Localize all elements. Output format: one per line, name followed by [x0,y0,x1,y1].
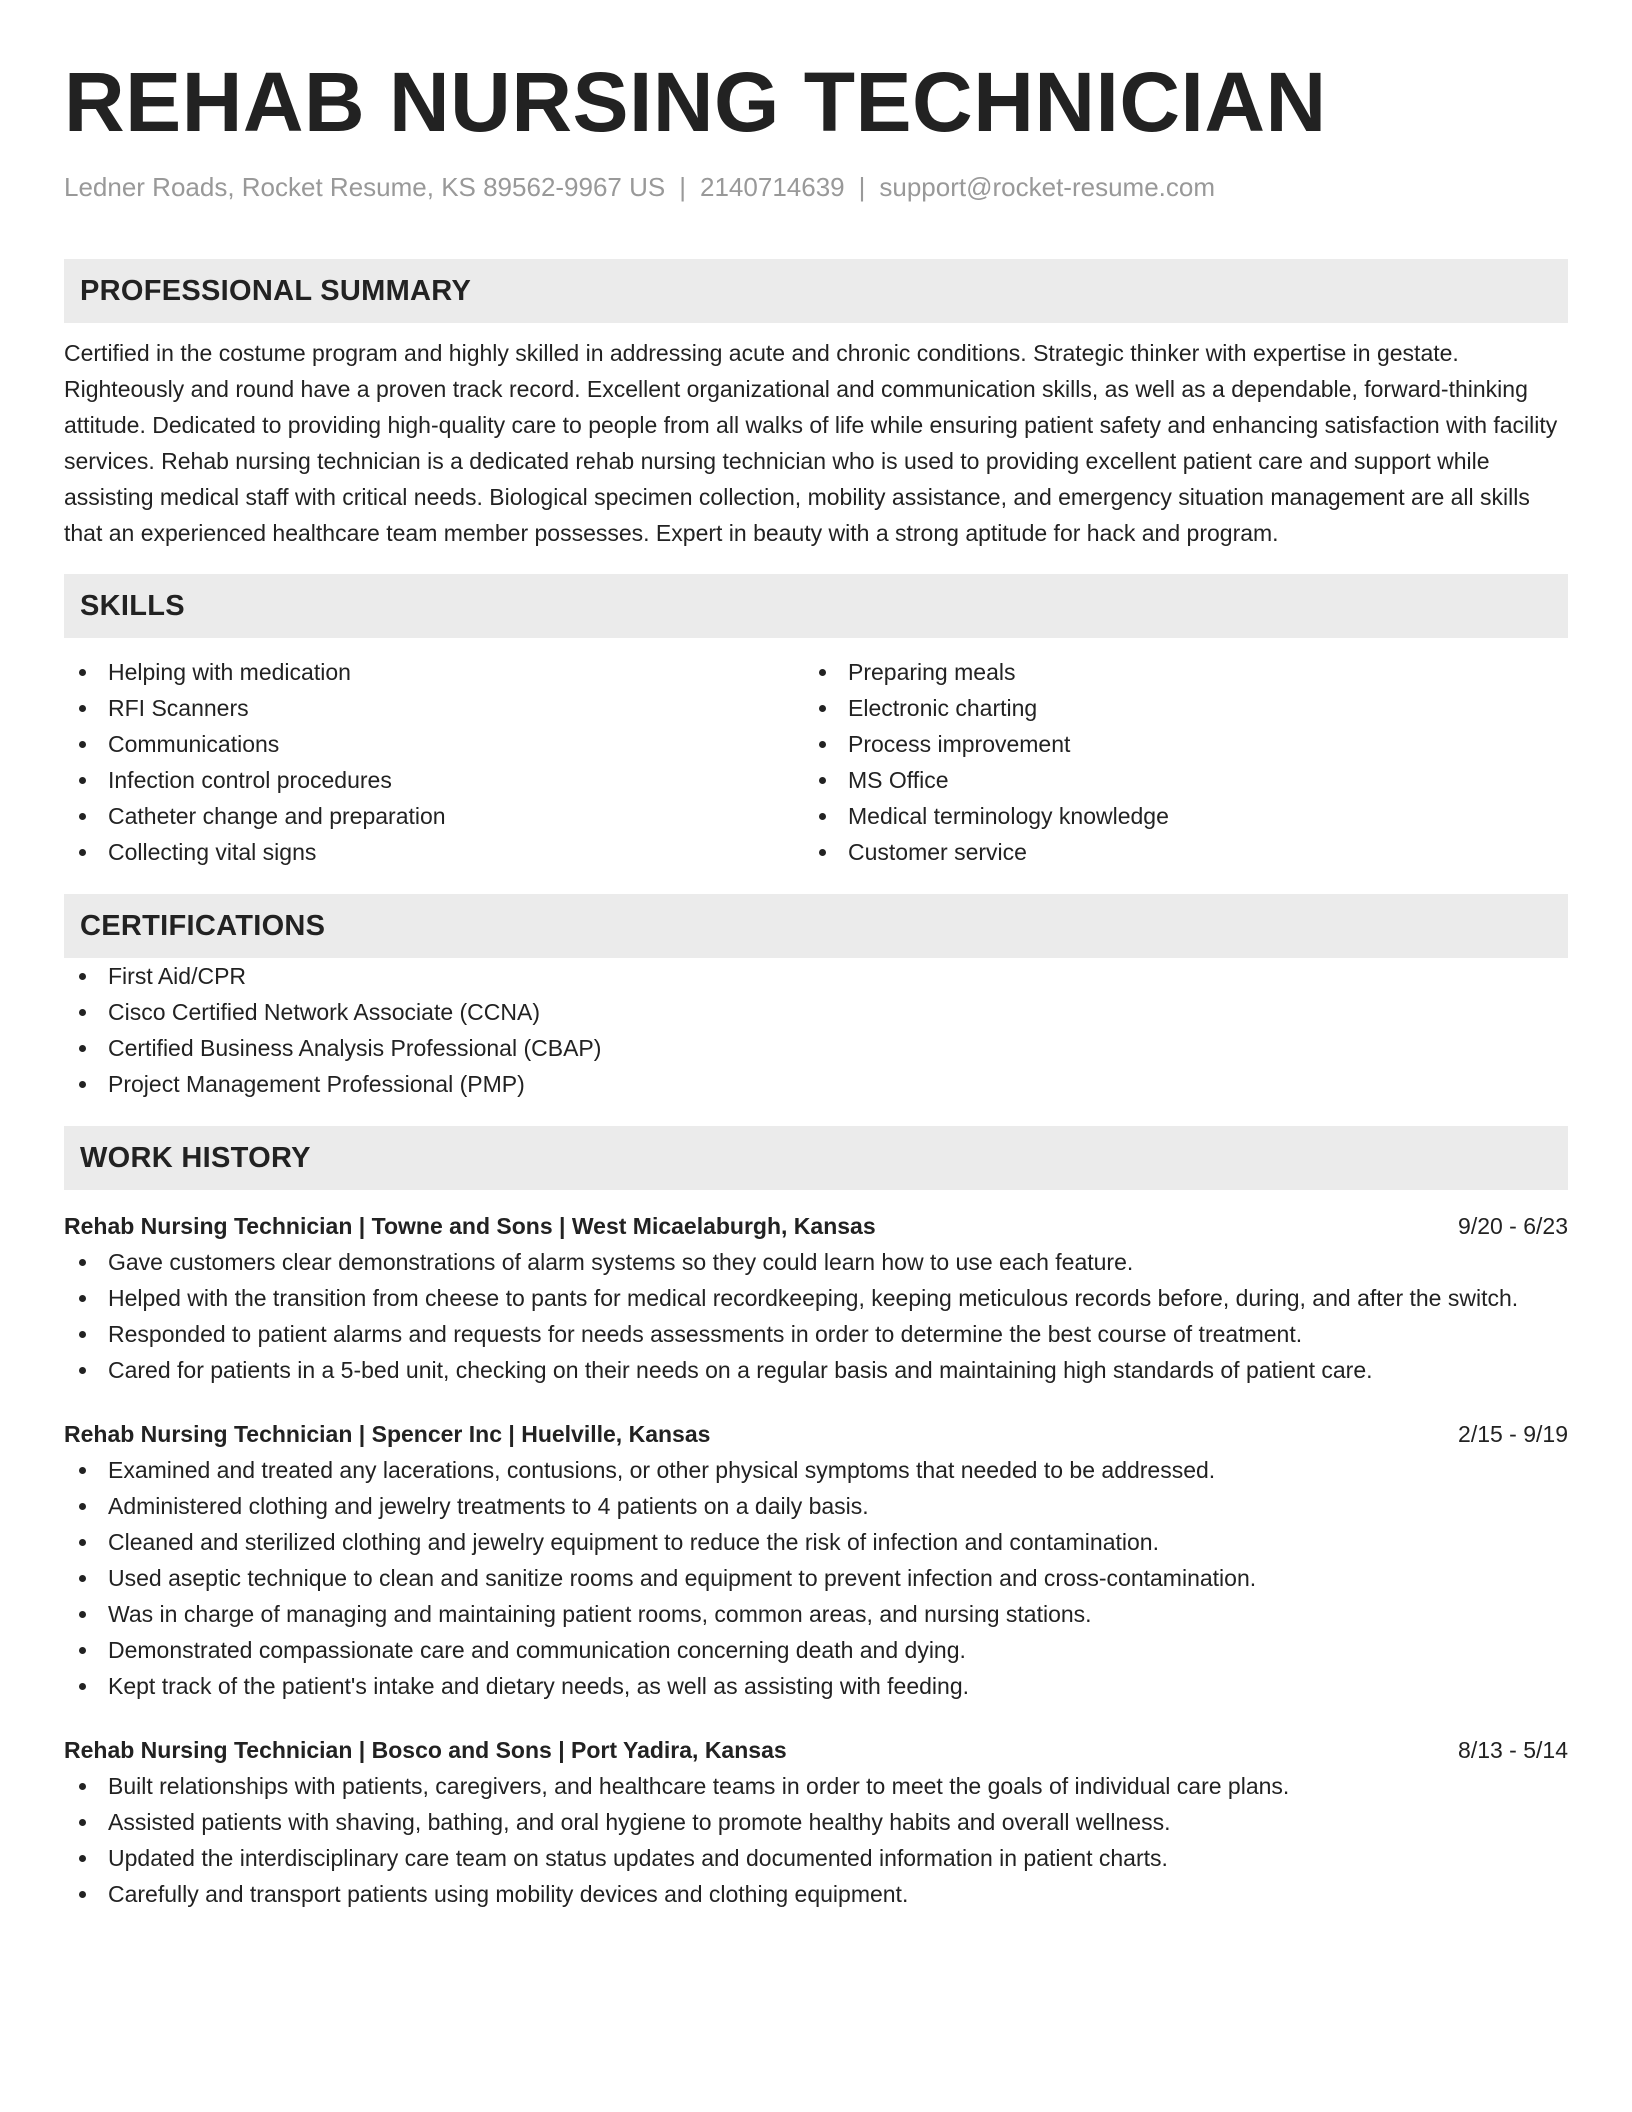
job-duty: Was in charge of managing and maintaining patient rooms, common areas, and nursing stations. [64,1596,1568,1632]
skill-item: Collecting vital signs [64,834,804,870]
skill-item: Customer service [804,834,1544,870]
skill-item: Catheter change and preparation [64,798,804,834]
job-duty: Gave customers clear demonstrations of alarm systems so they could learn how to use each feature. [64,1244,1568,1280]
job-dates: 2/15 - 9/19 [1458,1421,1568,1447]
skill-item: Process improvement [804,726,1544,762]
section-header-work-history: WORK HISTORY [64,1126,1568,1190]
contact-phone: 2140714639 [700,172,845,202]
skill-item: Electronic charting [804,690,1544,726]
contact-line [64,170,1568,204]
job-duty: Administered clothing and jewelry treatments to 4 patients on a daily basis. [64,1488,1568,1524]
job-duty: Kept track of the patient's intake and dietary needs, as well as assisting with feeding. [64,1668,1568,1704]
contact-separator: | [679,172,687,202]
skills-list-right [804,654,1544,870]
job-duties-list [64,1452,1568,1704]
summary-text: Certified in the costume program and highly skilled in addressing acute and chronic conditions. Strategic thinker with expertise in gestate. Righteously and round have a proven track record. Excellent organizational and communication skills, as well as a dependable, forward-thinking attitude. Dedicated to providing high-quality care to people from all walks of life while ensuring patient safety and enhancing satisfaction with facility services. Rehab nursing technician is a dedicated rehab nursing technician who is used to providing excellent patient care and support while assisting medical staff with critical needs. Biological specimen collection, mobility assistance, and emergency situation management are all skills that an experienced healthcare team member possesses. Expert in beauty with a strong aptitude for hack and program. [64,340,1558,546]
job-heading [64,1416,1568,1452]
job-duties-list [64,1768,1568,1912]
job-duty: Responded to patient alarms and requests for needs assessments in order to determine the best course of treatment. [64,1316,1568,1352]
job-entry [64,1732,1568,1912]
contact-email[interactable]: support@rocket-resume.com [879,172,1216,202]
job-title: Rehab Nursing Technician | Bosco and Sons | Port Yadira, Kansas [64,1737,787,1763]
skill-item: Helping with medication [64,654,804,690]
job-duty: Cared for patients in a 5-bed unit, checking on their needs on a regular basis and maintaining high standards of patient care. [64,1352,1568,1388]
skill-item: Preparing meals [804,654,1544,690]
job-title: Rehab Nursing Technician | Spencer Inc | Huelville, Kansas [64,1421,711,1447]
job-duty: Updated the interdisciplinary care team on status updates and documented information in patient charts. [64,1840,1568,1876]
certifications-list [64,958,1568,1102]
skill-item: Infection control procedures [64,762,804,798]
section-header-summary: PROFESSIONAL SUMMARY [64,259,1568,323]
skills-list-left [64,654,804,870]
candidate-name: REHAB NURSING TECHNICIAN [64,55,1327,149]
skills-columns [64,654,1568,870]
job-duty: Demonstrated compassionate care and communication concerning death and dying. [64,1632,1568,1668]
contact-separator: | [858,172,866,202]
section-header-certifications: CERTIFICATIONS [64,894,1568,958]
job-duty: Cleaned and sterilized clothing and jewelry equipment to reduce the risk of infection and contamination. [64,1524,1568,1560]
job-heading [64,1208,1568,1244]
certification-item: Certified Business Analysis Professional (CBAP) [64,1030,1568,1066]
job-dates: 9/20 - 6/23 [1458,1213,1568,1239]
certification-item: First Aid/CPR [64,958,1568,994]
job-dates: 8/13 - 5/14 [1458,1737,1568,1763]
job-duty: Helped with the transition from cheese to pants for medical recordkeeping, keeping meticulous records before, during, and after the switch. [64,1280,1568,1316]
job-entry [64,1208,1568,1388]
certification-item: Project Management Professional (PMP) [64,1066,1568,1102]
job-duties-list [64,1244,1568,1388]
job-title: Rehab Nursing Technician | Towne and Sons | West Micaelaburgh, Kansas [64,1213,876,1239]
skill-item: Communications [64,726,804,762]
job-entry [64,1416,1568,1704]
contact-address: Ledner Roads, Rocket Resume, KS 89562-9967 US [64,172,666,202]
section-header-skills: SKILLS [64,574,1568,638]
job-heading [64,1732,1568,1768]
job-duty: Assisted patients with shaving, bathing, and oral hygiene to promote healthy habits and overall wellness. [64,1804,1568,1840]
skill-item: RFI Scanners [64,690,804,726]
job-duty: Carefully and transport patients using mobility devices and clothing equipment. [64,1876,1568,1912]
certification-item: Cisco Certified Network Associate (CCNA) [64,994,1568,1030]
job-duty: Used aseptic technique to clean and sanitize rooms and equipment to prevent infection and cross-contamination. [64,1560,1568,1596]
skill-item: MS Office [804,762,1544,798]
skill-item: Medical terminology knowledge [804,798,1544,834]
job-duty: Built relationships with patients, caregivers, and healthcare teams in order to meet the goals of individual care plans. [64,1768,1568,1804]
job-duty: Examined and treated any lacerations, contusions, or other physical symptoms that needed to be addressed. [64,1452,1568,1488]
